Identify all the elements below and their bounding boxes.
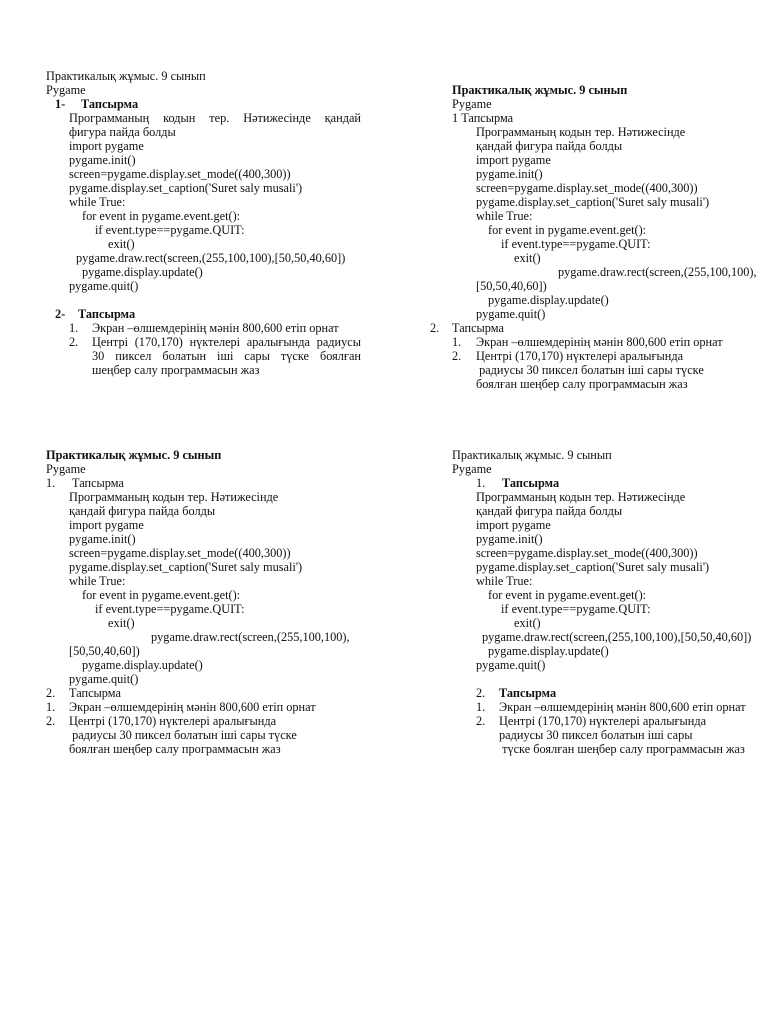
code-line: pygame.display.set_caption('Suret saly musali') [476,560,710,574]
code-line: import pygame [69,518,144,532]
code-line: import pygame [69,139,144,153]
code-line: screen=pygame.display.set_mode((400,300)) [69,167,291,181]
intro-line: фигура пайда болды [69,125,176,139]
list-number: 2. [69,335,79,349]
task1-label: Тапсырма [502,476,560,490]
code-line: if event.type==pygame.QUIT: [95,602,245,616]
code-line: import pygame [476,153,551,167]
list-item: Центрі (170,170) нүктелері аралығында [69,714,277,728]
code-line: pygame.draw.rect(screen,(255,100,100), [151,630,350,644]
code-line: while True: [69,574,126,588]
code-line: pygame.init() [476,167,543,181]
code-line: pygame.quit() [476,307,546,321]
code-line: pygame.draw.rect(screen,(255,100,100),[50,50,40,60]) [482,630,752,644]
code-line: screen=pygame.display.set_mode((400,300)) [476,181,698,195]
task2-number: 2- [55,307,66,321]
intro-line: Программаның кодын тер. Нәтижесінде [476,125,686,139]
worksheet-title: Практикалық жұмыс. 9 сынып [452,448,612,462]
code-line: pygame.display.set_caption('Suret saly musali') [69,560,303,574]
task2-number: 2. [430,321,440,335]
intro-line: Программаның кодын тер. Нәтижесінде [69,490,279,504]
worksheet-bottom-left [46,448,376,760]
code-line: for event in pygame.event.get(): [82,588,241,602]
list-item: Экран –өлшемдерінің мәнін 800,600 етіп орнат [499,700,746,714]
code-line: exit() [514,251,541,265]
list-item: Центрі (170,170) нүктелері аралығында [476,349,684,363]
intro-line: қандай фигура пайда болды [69,504,216,518]
code-line: if event.type==pygame.QUIT: [501,237,651,251]
code-line: pygame.draw.rect(screen,(255,100,100), [558,265,757,279]
code-line: for event in pygame.event.get(): [488,223,647,237]
code-line: if event.type==pygame.QUIT: [95,223,245,237]
code-line: exit() [108,616,135,630]
list-number: 1. [46,700,56,714]
code-line: pygame.draw.rect(screen,(255,100,100),[50,50,40,60]) [76,251,346,265]
list-item: Экран –өлшемдерінің мәнін 800,600 етіп орнат [69,700,316,714]
task1-label: 1 Тапсырма [452,111,514,125]
task2-label: Тапсырма [452,321,504,335]
code-line: [50,50,40,60]) [476,279,547,293]
list-item: радиусы 30 пиксел болатын іші сары [499,728,693,742]
task2-label: Тапсырма [78,307,136,321]
list-item: боялған шеңбер салу программасын жаз [69,742,281,756]
code-line: import pygame [476,518,551,532]
worksheet-bottom-right [452,448,768,760]
list-item: Экран –өлшемдерінің мәнін 800,600 етіп орнат [476,335,723,349]
task2-label: Тапсырма [69,686,121,700]
code-line: while True: [476,574,533,588]
list-number: 1. [476,700,486,714]
code-line: exit() [514,616,541,630]
code-line: exit() [108,237,135,251]
list-item: Центрі (170,170) нүктелері аралығында [499,714,707,728]
code-line: pygame.init() [476,532,543,546]
code-line: for event in pygame.event.get(): [82,209,241,223]
worksheet-title: Практикалық жұмыс. 9 сынып [46,69,206,83]
pygame-heading: Pygame [46,462,86,476]
intro-line: қандай фигура пайда болды [476,504,623,518]
code-line: pygame.display.update() [82,265,203,279]
list-item: шеңбер салу программасын жаз [92,363,260,377]
list-item: боялған шеңбер салу программасын жаз [476,377,688,391]
code-line: pygame.display.update() [82,658,203,672]
code-line: pygame.quit() [69,672,139,686]
task1-label: Тапсырма [81,97,139,111]
list-number: 2. [476,714,486,728]
intro-line: Программаның кодын тер. Нәтижесінде қандай [69,111,361,125]
list-number: 2. [452,349,462,363]
list-item: түске боялған шеңбер салу программасын жаз [499,742,745,756]
pygame-heading: Pygame [452,462,492,476]
list-item: Центрі (170,170) нүктелері аралығында радиусы [92,335,361,349]
task2-number: 2. [46,686,56,700]
task1-number: 1. [46,476,56,490]
worksheet-title: Практикалық жұмыс. 9 сынып [46,448,222,462]
list-number: 1. [452,335,462,349]
task2-label: Тапсырма [499,686,557,700]
task1-number: 1. [476,476,486,490]
code-line: pygame.quit() [69,279,139,293]
intro-line: Программаның кодын тер. Нәтижесінде [476,490,686,504]
intro-line: қандай фигура пайда болды [476,139,623,153]
list-item: Экран –өлшемдерінің мәнін 800,600 етіп орнат [92,321,339,335]
task1-number: 1- [55,97,66,111]
pygame-heading: Pygame [452,97,492,111]
code-line: while True: [69,195,126,209]
list-number: 1. [69,321,79,335]
pygame-heading: Pygame [46,83,86,97]
code-line: screen=pygame.display.set_mode((400,300)) [69,546,291,560]
code-line: [50,50,40,60]) [69,644,140,658]
code-line: while True: [476,209,533,223]
code-line: pygame.quit() [476,658,546,672]
code-line: pygame.display.set_caption('Suret saly musali') [476,195,710,209]
code-line: screen=pygame.display.set_mode((400,300)) [476,546,698,560]
worksheet-top-right [430,83,768,395]
task1-label: Тапсырма [72,476,124,490]
worksheet-title: Практикалық жұмыс. 9 сынып [452,83,628,97]
task2-top-left [46,307,376,379]
list-item: радиусы 30 пиксел болатын іші сары түске [476,363,704,377]
code-line: pygame.display.update() [488,644,609,658]
code-line: pygame.display.set_caption('Suret saly musali') [69,181,303,195]
code-line: pygame.display.update() [488,293,609,307]
task2-number: 2. [476,686,486,700]
list-number: 2. [46,714,56,728]
code-line: if event.type==pygame.QUIT: [501,602,651,616]
code-line: pygame.init() [69,153,136,167]
worksheet-top-left [46,69,376,299]
code-line: for event in pygame.event.get(): [488,588,647,602]
code-line: pygame.init() [69,532,136,546]
list-item: радиусы 30 пиксел болатын іші сары түске [69,728,297,742]
list-item: 30 пиксел болатын іші сары түске боялған [92,349,361,363]
